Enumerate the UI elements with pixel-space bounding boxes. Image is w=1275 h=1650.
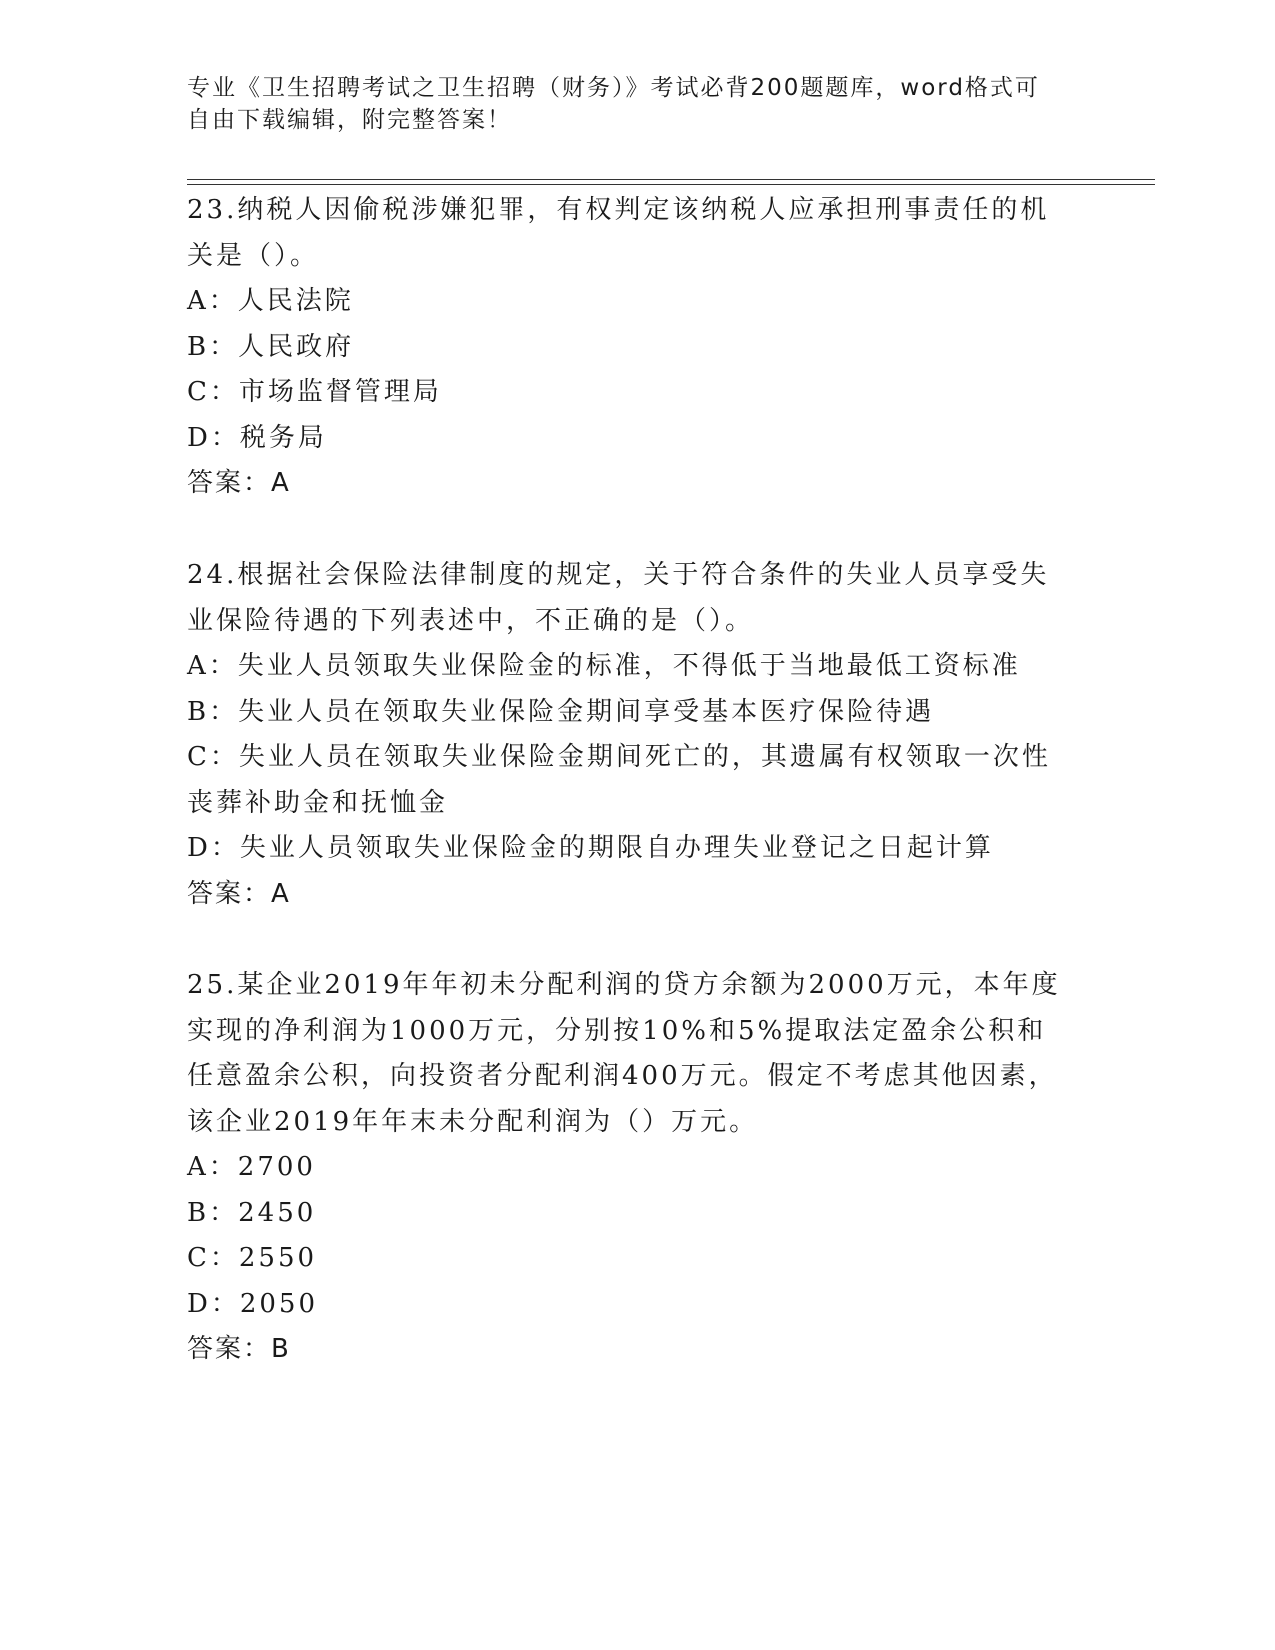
- option-d: D：失业人员领取失业保险金的期限自办理失业登记之日起计算: [187, 833, 994, 863]
- header-rule-bottom: [187, 184, 1155, 185]
- option-d: D：税务局: [187, 422, 327, 453]
- answer-line: 答案：A: [187, 878, 291, 909]
- question-block: [187, 963, 1072, 1373]
- header-rule-top: [187, 179, 1155, 180]
- question-stem: 23.纳税人因偷税涉嫌犯罪，有权判定该纳税人应承担刑事责任的机关是（）。: [187, 195, 1050, 271]
- option-a: A：2700: [187, 1152, 316, 1182]
- option-d: D：2050: [187, 1288, 319, 1319]
- question-stem: 24.根据社会保险法律制度的规定，关于符合条件的失业人员享受失业保险待遇的下列表述中，不正确的是（）。: [187, 560, 1050, 636]
- option-c: C：市场监督管理局: [187, 377, 442, 407]
- question-stem: 25.某企业2019年年初未分配利润的贷方余额为2000万元，本年度实现的净利润为1000万元，分别按10%和5%提取法定盈余公积和任意盈余公积，向投资者分配利润400万元。假定不考虑其他因素，该企业2019年年末未分配利润为（）万元。: [187, 970, 1061, 1137]
- question-block: [187, 553, 1072, 917]
- option-b: B：2450: [187, 1197, 317, 1228]
- answer-line: 答案：B: [187, 1334, 291, 1364]
- document-header: 专业《卫生招聘考试之卫生招聘（财务）》考试必背200题题库，word格式可自由下载编辑，附完整答案！: [187, 75, 1040, 133]
- question-block: [187, 188, 1072, 507]
- option-b: B：人民政府: [187, 331, 355, 362]
- option-b: B：失业人员在领取失业保险金期间享受基本医疗保险待遇: [187, 696, 935, 727]
- option-c: C：2550: [187, 1243, 318, 1273]
- option-a: A：失业人员领取失业保险金的标准，不得低于当地最低工资标准: [187, 651, 1021, 681]
- answer-line: 答案：A: [187, 468, 291, 498]
- option-c: C：失业人员在领取失业保险金期间死亡的，其遗属有权领取一次性丧葬补助金和抚恤金: [187, 742, 1051, 818]
- option-a: A：人民法院: [187, 286, 354, 316]
